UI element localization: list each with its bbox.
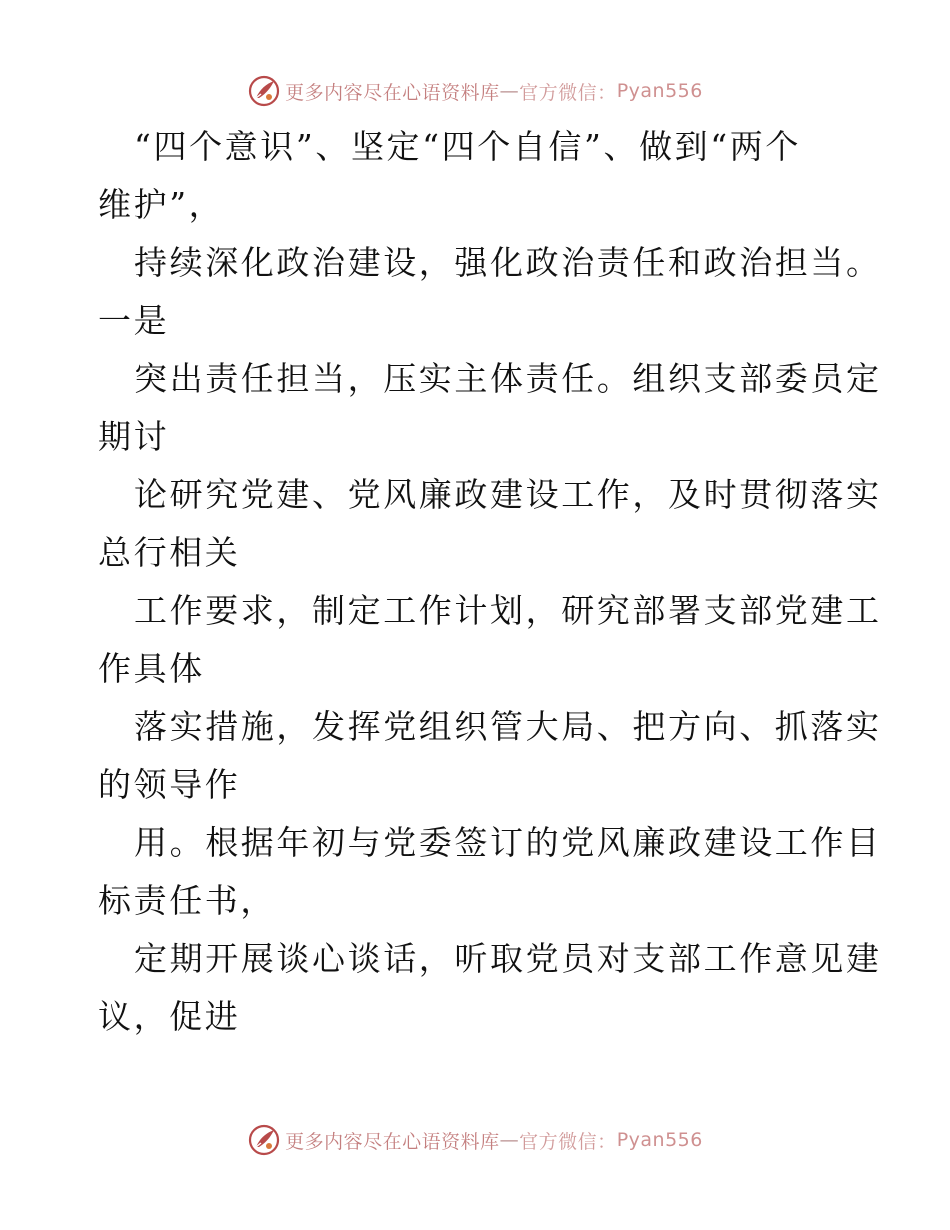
text-line: 突出责任担当，压实主体责任。组织支部委员定 [134,359,882,398]
text-line: 作具体 [98,649,205,688]
text-line: 标责任书， [98,881,276,920]
watermark-dash: — [499,1129,520,1151]
text-line: 维护”， [98,185,225,224]
text-line: 论研究党建、党风廉政建设工作，及时贯彻落实 [134,475,882,514]
text-line: 持续深化政治建设，强化政治责任和政治担当。 [134,243,882,282]
text-line: 用。根据年初与党委签订的党风廉政建设工作目 [134,823,882,862]
watermark-dash: — [499,80,520,102]
text-line: 定期开展谈心谈话，听取党员对支部工作意见建 [134,939,882,978]
footer-watermark [0,1120,950,1160]
text-line: 一是 [98,301,170,340]
text-line: 议，促进 [98,997,241,1036]
quill-logo-icon [247,1123,281,1157]
watermark-wechat-label: 官方微信： [519,1130,617,1153]
text-line: 落实措施，发挥党组织管大局、把方向、抓落实 [134,707,882,746]
watermark-wechat-label: 官方微信： [519,81,617,104]
watermark-title: 更多内容尽在心语资料库 [285,1130,500,1153]
watermark-wechat-id: Pyan556 [616,1129,703,1151]
text-line: 总行相关 [98,533,241,572]
text-line: 期讨 [98,417,170,456]
text-line: 工作要求，制定工作计划，研究部署支部党建工 [134,591,882,630]
text-line: 的领导作 [98,765,241,804]
text-line: “四个意识”、坚定“四个自信”、做到“两个 [134,127,801,166]
header-watermark [0,71,950,111]
watermark-wechat-id: Pyan556 [616,80,703,102]
watermark-title: 更多内容尽在心语资料库 [285,81,500,104]
quill-logo-icon [247,74,281,108]
